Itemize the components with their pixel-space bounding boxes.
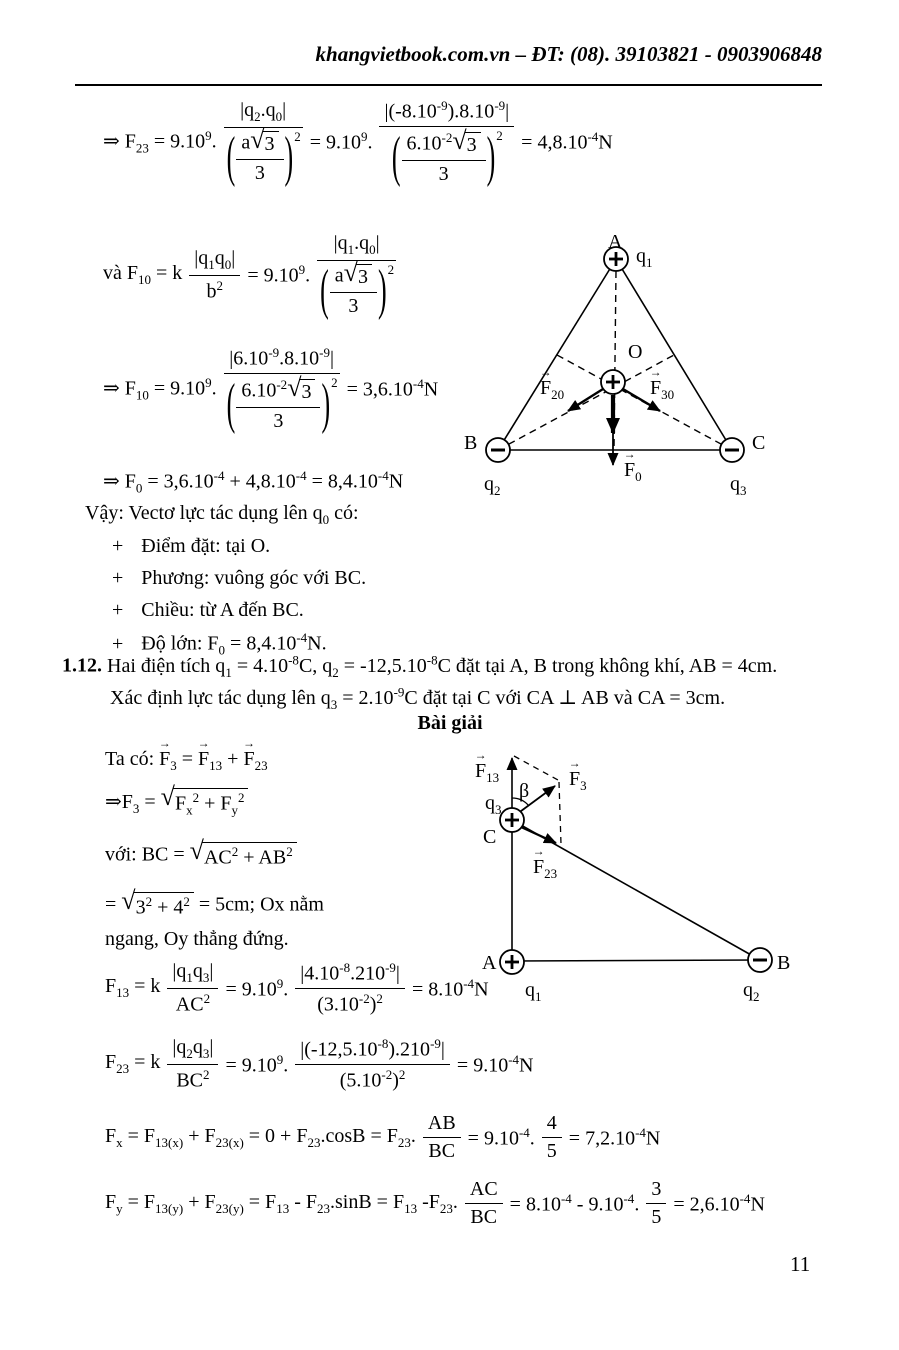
triangle-diagram xyxy=(440,225,785,515)
force-f0-label: → $F_0$ xyxy=(623,447,642,484)
formula-bc xyxy=(105,836,297,870)
math-token: $F_y = F_{13(y)} + F_{23(y)} = F_{13} - F_{23}.\sin B = F_{13}$ $-F_{23}$. xyxy=(105,1190,458,1216)
fraction xyxy=(646,1178,666,1229)
fraction-denominator: 5 xyxy=(651,1206,662,1228)
charge-q3-label: $q_3$ xyxy=(485,792,502,817)
problem-112 xyxy=(62,652,852,681)
fraction xyxy=(224,98,303,188)
inner-fraction xyxy=(330,258,377,318)
conclusion-line xyxy=(85,502,359,528)
fraction xyxy=(167,1036,218,1093)
fraction-numerator: $|6.10^{-9}.8.10^{-9}|$ xyxy=(224,345,340,374)
fraction xyxy=(295,1036,450,1092)
solution-title-text: Bài giải xyxy=(417,712,483,734)
fraction-denominator: 3 xyxy=(273,409,284,432)
math-token: = $2,6.10^{-4}N$ xyxy=(673,1190,765,1216)
fraction-denominator xyxy=(224,374,340,433)
right-triangle-diagram-svg xyxy=(455,742,815,1002)
fraction-denominator: 3 xyxy=(438,162,449,185)
fraction-denominator: $b^2$ xyxy=(206,277,224,303)
fraction-numerator: $|(-8.10^{-9}).8.10^{-9}|$ xyxy=(379,98,514,127)
bullet-marker: + xyxy=(112,567,124,589)
fraction-denominator: BC xyxy=(428,1140,456,1162)
force-f3-label: → $F_3$ xyxy=(568,756,587,793)
force-f20-label: → $F_{20}$ xyxy=(539,365,565,402)
math-token: ngang, Oy thẳng đứng. xyxy=(105,928,289,950)
vertex-c-label: C xyxy=(483,826,497,848)
vertex-b-label: B xyxy=(777,952,791,974)
right-triangle-diagram xyxy=(455,742,815,1002)
bullet-marker: + xyxy=(112,535,124,557)
math-token: $\Rightarrow F_3$ = √ $F_x^2 + F_y^2$ xyxy=(105,788,248,819)
vertex-a-label: A xyxy=(608,231,623,253)
fraction-numerator: $6.10^{-2}$ √ 3 xyxy=(236,377,320,408)
fraction xyxy=(317,232,396,322)
math-token: Ta có: → $F_3$ = → $F_{13}$ + → $F_{23}$ xyxy=(105,736,268,773)
math-token: Vậy: Vectơ lực tác dụng lên $q_0$ có: xyxy=(85,502,359,527)
bullet-text: Điểm đặt: tại O. xyxy=(141,535,271,557)
left-paren: ( xyxy=(226,372,236,435)
fraction-numerator: $|q_1q_3|$ xyxy=(167,960,218,989)
beta-label: β xyxy=(519,780,530,802)
fraction-denominator xyxy=(224,124,303,188)
charge-c-negative xyxy=(720,438,744,462)
fraction xyxy=(167,960,218,1017)
fraction-denominator: $(3.10^{-2})^2$ xyxy=(317,990,383,1016)
math-token: ⇒ $F_0 = 3,6.10^{-4} + 4,8.10^{-4} = 8,4.10^{-4}N$ xyxy=(103,468,404,496)
formula-f0-sum xyxy=(103,468,403,497)
charge-a-positive xyxy=(500,950,524,974)
math-token: = $9.10^{-4}$. xyxy=(467,1124,535,1150)
axes-note xyxy=(105,928,289,951)
math-token: = $3,6.10^{-4}N$ xyxy=(346,376,439,401)
page-header: khangvietbook.com.vn – ĐT: (08). 39103821 - 0903906848 xyxy=(315,42,822,66)
problem-text-line2: Xác định lực tác dụng lên $q_3 = 2.10^{-9}C$ đặt tại C với CA ⊥ AB và CA = 3cm. xyxy=(110,684,726,712)
problem-112-line2 xyxy=(110,684,870,713)
fraction xyxy=(542,1112,562,1163)
formula-f23-112 xyxy=(105,1036,534,1093)
bullet-point xyxy=(112,535,270,558)
fraction-denominator: $AC^2$ xyxy=(175,991,211,1016)
bullet-marker: + xyxy=(112,599,124,621)
fraction-numerator: 3 xyxy=(646,1178,666,1204)
vertex-c-label: C xyxy=(752,432,766,454)
right-paren: ) xyxy=(321,372,331,435)
fraction-denominator: $BC^2$ xyxy=(176,1067,210,1092)
math-token: = $8.10^{-4} - 9.10^{-4}$. xyxy=(509,1190,640,1216)
fraction xyxy=(465,1178,503,1229)
fraction xyxy=(295,960,405,1016)
bullet-text: Chiều: từ A đến BC. xyxy=(141,599,304,621)
fraction-numerator: $|q_2q_3|$ xyxy=(167,1036,218,1065)
formula-f3-magnitude xyxy=(105,782,248,819)
math-token: = $9.10^{-4}N$ xyxy=(456,1051,534,1077)
fraction-denominator xyxy=(379,127,514,186)
math-token: = $9.10^9$. xyxy=(225,1051,289,1077)
bullet-text: Độ lớn: $F_0 = 8,4.10^{-4}N$. xyxy=(141,630,327,658)
right-paren: ) xyxy=(486,125,496,188)
charge-q3-label: $q_3$ xyxy=(730,473,747,498)
left-paren: ( xyxy=(226,125,236,188)
math-token: với: BC = √ $AC^2 + AB^2$ xyxy=(105,842,297,870)
formula-fy xyxy=(105,1178,765,1229)
force-f23-label: → $F_{23}$ xyxy=(532,844,558,881)
charge-q2-label: $q_2$ xyxy=(484,473,501,498)
fraction xyxy=(423,1112,461,1163)
bullet-marker: + xyxy=(112,632,124,655)
solution-title xyxy=(60,712,840,735)
exponent: 2 xyxy=(331,374,338,390)
left-paren: ( xyxy=(320,258,329,322)
fraction-denominator: BC xyxy=(470,1206,498,1228)
fraction-numerator: a √ 3 xyxy=(330,264,377,293)
bullet-text: Phương: vuông góc với BC. xyxy=(141,567,367,589)
formula-f10-def xyxy=(103,232,396,322)
header-rule xyxy=(75,84,822,86)
right-paren: ) xyxy=(377,258,387,322)
math-token: $F_x = F_{13(x)} + F_{23(x)} = 0 + F_{23}.\cos B = F_{23}$. xyxy=(105,1124,416,1150)
charge-q2-label: $q_2$ xyxy=(743,979,760,1004)
fraction-numerator: $|q_2.q_0|$ xyxy=(224,99,303,128)
exponent: 2 xyxy=(294,128,301,144)
fraction-numerator: $6.10^{-2}$ √ 3 xyxy=(402,130,486,161)
inner-fraction xyxy=(402,125,486,186)
formula-f23 xyxy=(103,98,613,186)
exponent: 2 xyxy=(387,262,395,277)
math-token: $F_{23} = k$ xyxy=(105,1051,161,1077)
right-paren: ) xyxy=(284,125,294,188)
edge-ab xyxy=(498,259,616,450)
fraction-numerator: $|4.10^{-8}.210^{-9}|$ xyxy=(295,960,405,989)
inner-fraction xyxy=(236,372,320,433)
force-f30-label: → $F_{30}$ xyxy=(649,365,675,402)
fraction-numerator: AC xyxy=(465,1178,503,1204)
formula-bc-value xyxy=(105,886,324,920)
exponent: 2 xyxy=(496,127,503,143)
fraction xyxy=(379,98,514,186)
bullet-point xyxy=(112,567,366,590)
fraction-denominator: 3 xyxy=(348,295,359,317)
charge-o-positive xyxy=(601,370,625,394)
fraction-denominator: 3 xyxy=(254,161,265,184)
charge-c-positive xyxy=(500,808,524,832)
force-f13-label: → $F_{13}$ xyxy=(474,748,500,785)
fraction-denominator xyxy=(317,258,396,322)
inner-fraction xyxy=(236,124,283,185)
fraction-numerator: 4 xyxy=(542,1112,562,1138)
center-o-label: O xyxy=(628,341,643,363)
math-token: = $4,8.10^{-4}N$ xyxy=(521,129,613,154)
left-paren: ( xyxy=(391,125,401,188)
vertex-a-label: A xyxy=(482,952,497,974)
force-f20-arrow xyxy=(568,389,603,411)
formula-f10-value xyxy=(103,345,438,433)
force-f23-arrow xyxy=(521,827,556,843)
charge-q1-label: $q_1$ xyxy=(525,979,542,1004)
math-token: = √ $3^2 + 4^2$ = 5cm; Ox nằm xyxy=(105,886,324,919)
formula-f3-vector xyxy=(105,736,268,774)
math-token: = $9.10^9$. xyxy=(309,129,373,154)
charge-b-negative xyxy=(486,438,510,462)
problem-number: 1.12. xyxy=(62,654,102,677)
parallelogram-top xyxy=(514,756,558,780)
math-token: và $F_{10} = k$ xyxy=(103,262,183,287)
math-token: ⇒ $F_{23} = 9.10^9$. xyxy=(103,127,217,156)
vertex-b-label: B xyxy=(464,432,478,454)
math-token: = $9.10^9$. xyxy=(225,975,289,1001)
math-token: ⇒ $F_{10} = 9.10^9$. xyxy=(103,374,217,403)
charge-b-negative xyxy=(748,948,772,972)
parallelogram-side xyxy=(559,782,561,844)
math-token: = $7,2.10^{-4}N$ xyxy=(568,1124,661,1150)
formula-fx xyxy=(105,1112,660,1163)
math-token: = $8.10^{-4}N$ xyxy=(411,975,489,1001)
fraction-numerator: $|q_1.q_0|$ xyxy=(317,232,396,261)
math-token: = $9.10^9$. xyxy=(247,262,311,287)
problem-text-line1: Hai điện tích $q_1 = 4.10^{-8}C$, $q_2 = -12,5.10^{-8}C$ đặt tại A, B trong không khí, AB = 4cm. xyxy=(107,652,778,680)
fraction-numerator: $|(-12,5.10^{-8}).210^{-9}|$ xyxy=(295,1036,450,1065)
edge-ab xyxy=(512,960,760,961)
triangle-diagram-svg xyxy=(440,225,785,515)
page-number: 11 xyxy=(790,1252,811,1276)
fraction xyxy=(224,345,340,433)
fraction-denominator: 5 xyxy=(546,1140,557,1162)
math-token: $F_{13} = k$ xyxy=(105,975,161,1001)
fraction xyxy=(189,247,240,304)
charge-q1-label: $q_1$ xyxy=(636,245,653,270)
fraction-numerator: $|q_1q_0|$ xyxy=(189,247,240,276)
fraction-numerator: a √ 3 xyxy=(236,131,283,160)
fraction-denominator: $(5.10^{-2})^2$ xyxy=(339,1066,406,1092)
formula-f13 xyxy=(105,960,489,1017)
fraction-numerator: AB xyxy=(423,1112,461,1138)
bullet-point xyxy=(112,599,304,622)
